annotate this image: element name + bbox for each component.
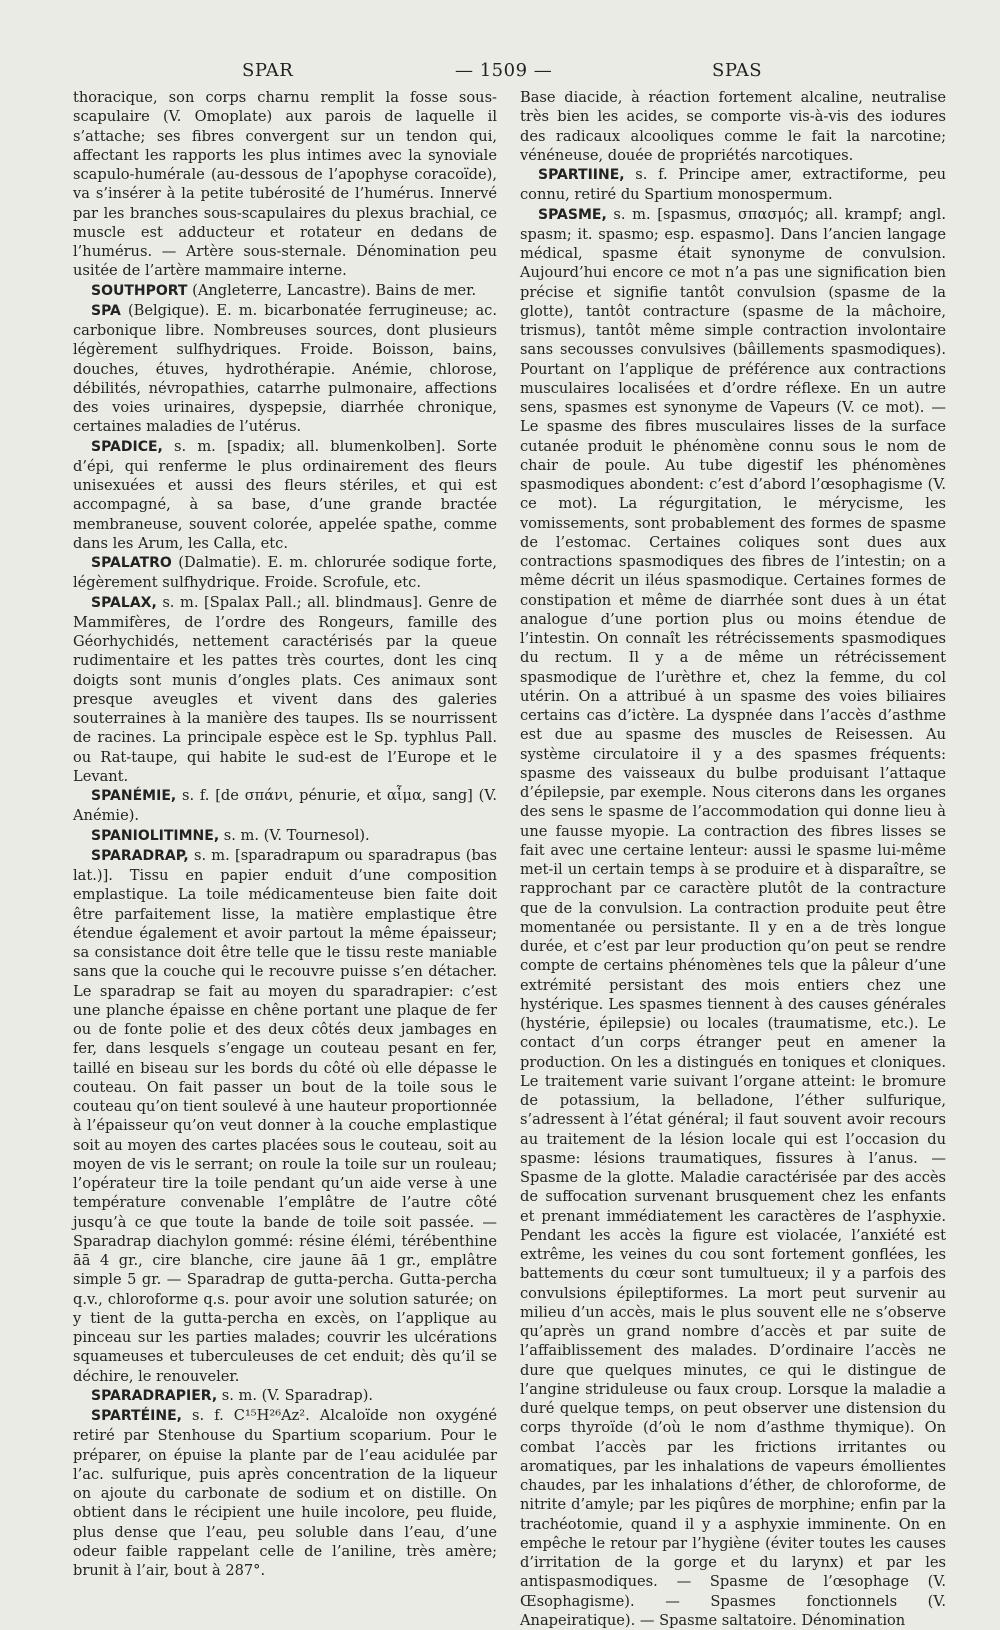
dictionary-entry (73, 553, 497, 593)
entry-headword: SPADICE, (91, 439, 163, 455)
page-number: — 1509 — (455, 60, 552, 81)
entry-headword: SPARADRAP, (91, 848, 189, 864)
dictionary-entry (520, 205, 946, 1630)
dictionary-entry (73, 846, 497, 1386)
entry-headword: SPANIOLITIMNE, (91, 828, 219, 844)
entry-headword: SOUTHPORT (91, 283, 187, 299)
right-column (520, 88, 946, 1630)
entry-headword: SPARTIINE, (538, 167, 625, 183)
entry-headword: SPARTÉINE, (91, 1408, 182, 1424)
dictionary-entry (520, 88, 946, 165)
dictionary-entry (73, 88, 497, 281)
left-column (73, 88, 497, 1580)
entry-text: s. m. [sparadrapum ou sparadrapus (bas lat.)]. Tissu en papier enduit d’une composition emplastique. La toile médicamenteuse bien faite doit être parfaitement lisse, la matière emplastique être étendue également et avoir partout la même épaisseur; sa consistance doit être telle que le tissu reste maniable sans que la couche qui le recouvre puisse s’en détacher. Le sparadrap se fait au moyen du sparadrapier: c’est une planche épaisse en chêne portant une plaque de fer ou de fonte polie et des deux côtés deux jambages en fer, dans lesquels s’engage un couteau pesant en fer, taillé en biseau sur les bords du côté où elle dépasse le couteau. On fait passer un bout de la toile sous le couteau qu’on tient soulevé à une hauteur proportionnée à l’épaisseur qu’on veut donner à la couche emplastique soit au moyen des cartes placées sous le couteau, soit au moyen de vis le serrant; on roule la toile sur un rouleau; l’opérateur tire la toile pendant qu’un aide verse à une température convenable l’emplâtre de l’autre côté jusqu’à ce que toute la bande de toile soit passée. — Sparadrap diachylon gommé: résine élémi, térébenthine āā 4 gr., cire blanche, cire jaune āā 1 gr., emplâtre simple 5 gr. — Sparadrap de gutta-percha. Gutta-percha q.v., chloroforme q.s. pour avoir une solution saturée; on y tient de la gutta-percha en excès, on l’applique au pinceau sur les parties malades; couvrir les ulcérations squameuses et tuberculeuses de cet enduit; dès qu’il se déchire, le renouveler. (73, 847, 497, 1385)
running-header-right: SPAS (712, 60, 762, 81)
dictionary-entry (73, 1406, 497, 1580)
entry-headword: SPANÉMIE, (91, 788, 176, 804)
dictionary-entry (73, 1386, 497, 1406)
entry-text: s. f. C¹⁵H²⁶Az². Alcaloïde non oxygéné retiré par Stenhouse du Spartium scoparium. Pour le préparer, on épuise la plante par de l’eau acidulée par l’ac. sulfurique, puis après concentration de la liqueur on ajoute du carbonate de sodium et on distille. On obtient dans le récipient une huile incolore, peu fluide, plus dense que l’eau, peu soluble dans l’eau, d’une odeur faible rappelant celle de l’aniline, très amère; brunit à l’air, bout à 287°. (73, 1407, 497, 1579)
dictionary-entry (73, 786, 497, 826)
entry-text: s. m. (V. Sparadrap). (217, 1387, 373, 1404)
entry-text: (Angleterre, Lancastre). Bains de mer. (187, 282, 476, 299)
entry-text: (Dalmatie). E. m. chlorurée sodique forte, légèrement sulfhydrique. Froide. Scrofule, etc. (73, 554, 497, 591)
dictionary-entry (520, 165, 946, 205)
running-header-left: SPAR (242, 60, 293, 81)
entry-text: s. m. [Spalax Pall.; all. blindmaus]. Genre de Mammifères, de l’ordre des Rongeurs, famille des Géorhychidés, nettement caractérisés par la queue rudimentaire et les pattes très courtes, dont les cinq doigts sont munis d’ongles plats. Ces animaux sont presque aveugles et vivent dans des galeries souterraines à la manière des taupes. Ils se nourrissent de racines. La principale espèce est le Sp. typhlus Pall. ou Rat-taupe, qui habite le sud-est de l’Europe et le Levant. (73, 594, 497, 785)
entry-text: s. f. Principe amer, extractiforme, peu connu, retiré du Spartium monospermum. (520, 166, 946, 203)
entry-text: s. m. [spasmus, σπασμός; all. krampf; angl. spasm; it. spasmo; esp. espasmo]. Dans l’ancien langage médical, spasme était synonyme de convulsion. Aujourd’hui encore ce mot n’a pas une signification bien précise et signifie tantôt convulsion (spasme de la glotte), tantôt contracture (spasme de la mâchoire, trismus), tantôt même simple contraction involontaire sans secousses convulsives (bâillements spasmodiques). Pourtant on l’applique de préférence aux contractions musculaires localisées et d’ordre réflexe. En un autre sens, spasmes est synonyme de Vapeurs (V. ce mot). — Le spasme des fibres musculaires lisses de la surface cutanée produit le phénomène connu sous le nom de chair de poule. Au tube digestif les phénomènes spasmodiques abondent: c’est d’abord l’œsophagisme (V. ce mot). La régurgitation, le mérycisme, les vomissements, sont probablement des formes de spasme de l’estomac. Certaines coliques sont dues aux contractions spasmodiques des fibres de l’intestin; on a même décrit un iléus spasmodique. Certaines formes de constipation et même de diarrhée sont dues à un état analogue d’une portion plus ou moins étendue de l’intestin. On connaît les rétrécissements spasmodiques du rectum. Il y a de même un rétrécissement spasmodique de l’urèthre et, chez la femme, du col utérin. On a attribué à un spasme des voies biliaires certains cas d’ictère. La dyspnée dans l’accès d’asthme est due au spasme des muscles de Reisessen. Au système circulatoire il y a des spasmes fréquents: spasme des vaisseaux du bulbe produisant l’attaque d’épilepsie, par exemple. Nous citerons dans les organes des sens le spasme de l’accommodation qui donne lieu à une fausse myopie. La contraction des fibres lisses se fait avec une certaine lenteur: aussi le spasme lui-même met-il un certain temps à se produire et à disparaître, se rapprochant par ce caractère plutôt de la contracture que de la convulsion. La contraction produite peut être momentanée ou persistante. Il y en a de très longue durée, et c’est par leur production qu’on peut se rendre compte de certains phénomènes tels que la pâleur d’une extrémité persistant des mois entiers chez une hystérique. Les spasmes tiennent à des causes générales (hystérie, épilepsie) ou locales (traumatisme, etc.). Le contact d’un corps étranger peut en amener la production. On les a distingués en toniques et cloniques. Le traitement varie suivant l’organe atteint: le bromure de potassium, la belladone, l’éther sulfurique, s’adressent à l’état général; il faut souvent avoir recours au traitement de la lésion locale qui est l’occasion du spasme: lésions traumatiques, fissures à l’anus. — Spasme de la glotte. Maladie caractérisée par des accès de suffocation survenant brusquement chez les enfants et prenant immédiatement les caractères de l’asphyxie. Pendant les accès la figure est violacée, l’anxiété est extrême, les veines du cou sont fortement gonflées, les battements du cœur sont tumultueux; il y a parfois des convulsions épileptiformes. La mort peut survenir au milieu d’un accès, mais le plus souvent elle ne s’observe qu’après un grand nombre d’accès et par suite de l’affaiblissement des malades. D’ordinaire l’accès ne dure que quelques minutes, ce qui le distingue de l’angine striduleuse ou faux croup. Lorsque la maladie a duré quelque temps, on peut observer une distension du corps thyroïde (d’où le nom d’asthme thymique). On combat l’accès par les frictions irritantes ou aromatiques, par les inhalations de vapeurs émollientes chaudes, par les inhalations d’éther, de chloroforme, de nitrite d’amyle; par les piqûres de morphine; enfin par la trachéotomie, quand il y a asphyxie imminente. On en empêche le retour par l’hygiène (éviter toutes les causes d’irritation de la gorge et du larynx) et par les antispasmodiques. — Spasme de l’œsophage (V. Œsophagisme). — Spasmes fonctionnels (V. Anapeiratique). — Spasme saltatoire. Dénomination (520, 206, 946, 1629)
dictionary-entry (73, 437, 497, 554)
dictionary-entry (73, 301, 497, 437)
entry-headword: SPALAX, (91, 595, 157, 611)
entry-headword: SPALATRO (91, 555, 172, 571)
entry-text: s. m. [spadix; all. blumenkolben]. Sorte d’épi, qui renferme le plus ordinairement des fleurs unisexuées et aussi des fleurs stériles, et qui est accompagné, à sa base, d’une grande bractée membraneuse, souvent colorée, appelée spathe, comme dans les Arum, les Calla, etc. (73, 438, 497, 552)
entry-headword: SPARADRAPIER, (91, 1388, 217, 1404)
entry-headword: SPA (91, 303, 121, 319)
dictionary-entry (73, 593, 497, 787)
entry-headword: SPASME, (538, 207, 607, 223)
entry-text: s. f. [de σπάνι, pénurie, et αἷμα, sang] (V. Anémie). (73, 787, 497, 824)
entry-text: thoracique, son corps charnu remplit la fosse sous-scapulaire (V. Omoplate) aux parois de laquelle il s’attache; ses fibres convergent sur un tendon qui, affectant les rapports les plus intimes avec la synoviale scapulo-humérale (au-dessous de l’apophyse coracoïde), va s’insérer à la petite tubérosité de l’humérus. Innervé par les branches sous-scapulaires du plexus brachial, ce muscle est adducteur et rotateur en dedans de l’humérus. — Artère sous-sternale. Dénomination peu usitée de l’artère mammaire interne. (73, 89, 497, 279)
dictionary-entry (73, 826, 497, 846)
entry-text: s. m. (V. Tournesol). (219, 827, 370, 844)
entry-text: (Belgique). E. m. bicarbonatée ferrugineuse; ac. carbonique libre. Nombreuses sources, dont plusieurs légèrement sulfhydriques. Froide. Boisson, bains, douches, étuves, hydrothérapie. Anémie, chlorose, débilités, névropathies, catarrhe pulmonaire, affections des voies urinaires, dyspepsie, diarrhée chronique, certaines maladies de l’utérus. (73, 302, 497, 436)
entry-text: Base diacide, à réaction fortement alcaline, neutralise très bien les acides, se comporte vis-à-vis des iodures des radicaux alcooliques comme le fait la narcotine; vénéneuse, douée de propriétés narcotiques. (520, 89, 946, 164)
dictionary-entry (73, 281, 497, 301)
